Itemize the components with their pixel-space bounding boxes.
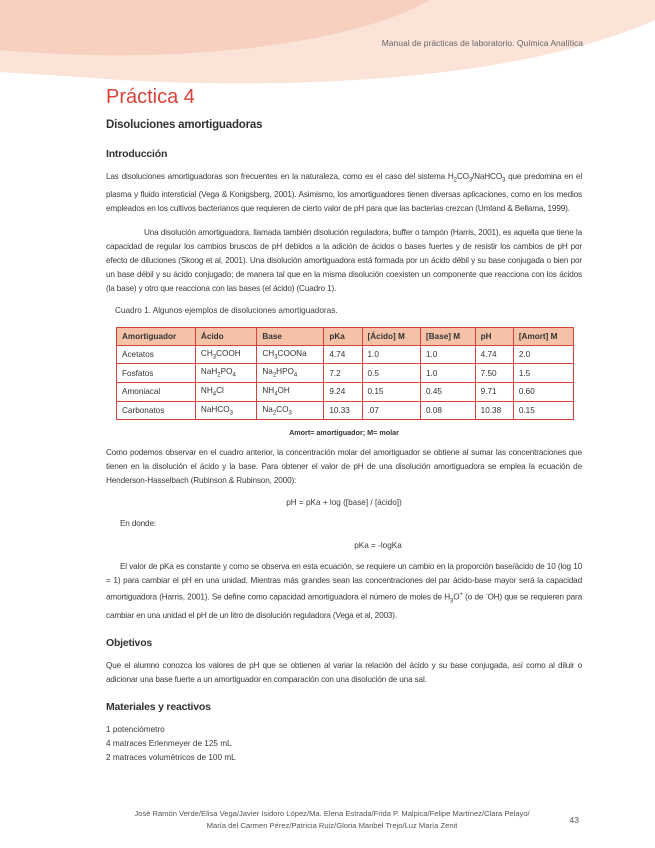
cell-pka: 4.74 <box>324 345 362 364</box>
column-header: pKa <box>324 327 362 345</box>
materiales-heading: Materiales y reactivos <box>106 700 211 713</box>
introduccion-heading: Introducción <box>106 148 168 160</box>
cell-acido: $CH_3COOH$ <box>195 345 256 364</box>
subscript: 3 <box>502 177 506 184</box>
list-item: 2 matraces volumétricos de 100 mL <box>106 752 236 762</box>
intro-p1-part-d: que predomina en el plasma y fluido intersticial (Vega & Konigsberg, 2001). Asimismo, los amortiguadores tienen diversas aplicaciones, como en los medios empleados en los cultivos bacterianos que requieren de cierto valor de pH para que las bacterias crezcan (Umland & Bellama, 1999). <box>106 172 582 213</box>
cell-ph: 10.38 <box>475 401 513 420</box>
body-paragraph-4 <box>106 560 582 622</box>
cell-acido-m: 1.0 <box>362 345 421 364</box>
p4-part-e: (o de <box>462 592 486 602</box>
p4-part-g: OH) que se requieren para cambiar en una unidad el pH de un litro de disolución reguladora (Vega et al, 2003). <box>106 592 582 620</box>
materiales-list <box>106 723 582 765</box>
footer-authors <box>112 808 552 832</box>
cell-amortiguador: Amoniacal <box>117 382 196 401</box>
table-caption: Cuadro 1. Algunos ejemplos de disoluciones amortiguadoras. <box>115 305 338 315</box>
intro-p1-part-c: /NaHCO <box>472 172 503 181</box>
intro-paragraph-2: Una disolución amortiguadora, llamada también disolución reguladora, buffer o tampón (Harris, 2001), es aquella que tiene la capacidad de regular los cambios bruscos de pH debidos a la adición de ácidos o bases fuertes y de resistir los cambios de pH por efecto de diluciones (Skoog et al, 2001). Una disolución amortiguadora está formada por un ácido débil y su base conjugada o bien por un base débil y su ácido conjugado; de manera tal que en la misma disolución coexisten un componente que reacciona con los ácidos (la base) y otro que reacciona con las bases (el ácido) (Cuadro 1). <box>106 227 582 293</box>
cell-amortiguador: Fosfatos <box>117 364 196 383</box>
cell-base: $Na_2HPO_4$ <box>257 364 324 383</box>
cell-base-m: 1.0 <box>421 345 476 364</box>
buffer-table <box>116 327 574 421</box>
body-paragraph-3: Como podemos observar en el cuadro anterior, la concentración molar del amortiguador se obtiene al sumar las concentraciones que tienen en la disolución el ácido y la base. Para obtener el valor de pH de una disolución amortiguadora se emplea la ecuación de Henderson-Hasselbach (Rubinson & Rubinson, 2000): <box>106 448 582 486</box>
table-row <box>117 382 574 401</box>
column-header: Amortiguador <box>117 327 196 345</box>
table-header-row <box>117 327 574 345</box>
p4-part-a: El valor de pKa es constante y como se observa en esta ecuación, se requiere un cambio en la proporción base/ácido de 10 (log 10 = 1) para cambiar el pH en una unidad. Mientras más grandes sean las concentraciones del par ácido-base mayor será la capacidad amortiguadora (Harris, 2001). Se define como capacidad amortiguadora el número de moles de H <box>106 562 582 602</box>
cell-base-m: 1.0 <box>421 364 476 383</box>
column-header: [Base] M <box>421 327 476 345</box>
cell-pka: 10.33 <box>324 401 362 420</box>
cell-acido-m: 0.15 <box>362 382 421 401</box>
table-row <box>117 364 574 383</box>
superscript: + <box>459 592 463 599</box>
cell-amort-m: 0.60 <box>513 382 573 401</box>
column-header: Base <box>257 327 324 345</box>
cell-ph: 7.50 <box>475 364 513 383</box>
column-header: [Ácido] M <box>362 327 421 345</box>
cell-ph: 9.71 <box>475 382 513 401</box>
cell-acido: $NH_4Cl$ <box>195 382 256 401</box>
cell-amortiguador: Acetatos <box>117 345 196 364</box>
cell-base-m: 0.08 <box>421 401 476 420</box>
en-donde-label: En donde: <box>120 519 156 529</box>
cell-base: $NH_4OH$ <box>257 382 324 401</box>
cell-acido-m: .07 <box>362 401 421 420</box>
column-header: pH <box>475 327 513 345</box>
p4-part-c: O <box>453 592 460 602</box>
authors-line-2: María del Carmen Pérez/Patricia Ruiz/Gloria Maribel Trejo/Luz María Zenit <box>206 821 458 830</box>
cell-acido: NaHCO$_3$ <box>195 401 256 420</box>
table-row <box>117 401 574 420</box>
cell-amort-m: 0.15 <box>513 401 573 420</box>
henderson-hasselbach-equation: pH = pKa + log ([base] / [ácido]) <box>286 498 402 508</box>
header-decoration <box>0 0 655 100</box>
list-item: 1 potenciómetro <box>106 724 165 734</box>
cell-pka: 7.2 <box>324 364 362 383</box>
page-number: 43 <box>569 815 579 825</box>
cell-base: $CH_3COONa$ <box>257 345 324 364</box>
cell-amort-m: 1.5 <box>513 364 573 383</box>
objetivos-heading: Objetivos <box>106 636 153 649</box>
intro-p1-part-a: Las disoluciones amortiguadoras son frecuentes en la naturaleza, como es el caso del sistema H <box>106 172 454 181</box>
subscript: 3 <box>450 598 454 605</box>
cell-amort-m: 2.0 <box>513 345 573 364</box>
intro-paragraph-1 <box>106 170 582 216</box>
cell-amortiguador: Carbonatos <box>117 401 196 420</box>
page-content <box>106 86 582 765</box>
list-item: 4 matraces Erlenmeyer de 125 mL <box>106 738 232 748</box>
cell-base-m: 0.45 <box>421 382 476 401</box>
pka-equation: pKa = -logKa <box>354 541 402 551</box>
practice-subtitle: Disoluciones amortiguadoras <box>106 119 263 131</box>
authors-line-1: José Ramón Verde/Elisa Vega/Javier Isidoro López/Ma. Elena Estrada/Frida P. Malpica/Felipe Martínez/Clara Pelayo/ <box>134 809 530 818</box>
objetivos-text: Que el alumno conozca los valores de pH que se obtienen al variar la relación del ácido y su base conjugada, así como al diluir o adicionar una base fuerte a un amortiguador en comparación con una disolución de una sal. <box>106 660 582 684</box>
superscript: - <box>485 592 488 599</box>
column-header: [Amort] M <box>513 327 573 345</box>
subscript: 2 <box>453 177 457 184</box>
column-header: Ácido <box>195 327 256 345</box>
table-row <box>117 345 574 364</box>
intro-p1-part-b: CO <box>456 172 469 181</box>
cell-ph: 4.74 <box>475 345 513 364</box>
cell-pka: 9.24 <box>324 382 362 401</box>
practice-title: Práctica 4 <box>106 86 195 108</box>
subscript: 3 <box>468 177 472 184</box>
running-header: Manual de prácticas de laboratorio. Química Analítica <box>381 38 583 48</box>
table-legend: Amort= amortiguador; M= molar <box>289 428 399 438</box>
cell-acido-m: 0.5 <box>362 364 421 383</box>
cell-acido: $NaH_2PO_4$ <box>195 364 256 383</box>
cell-base: $Na_2CO_3$ <box>257 401 324 420</box>
